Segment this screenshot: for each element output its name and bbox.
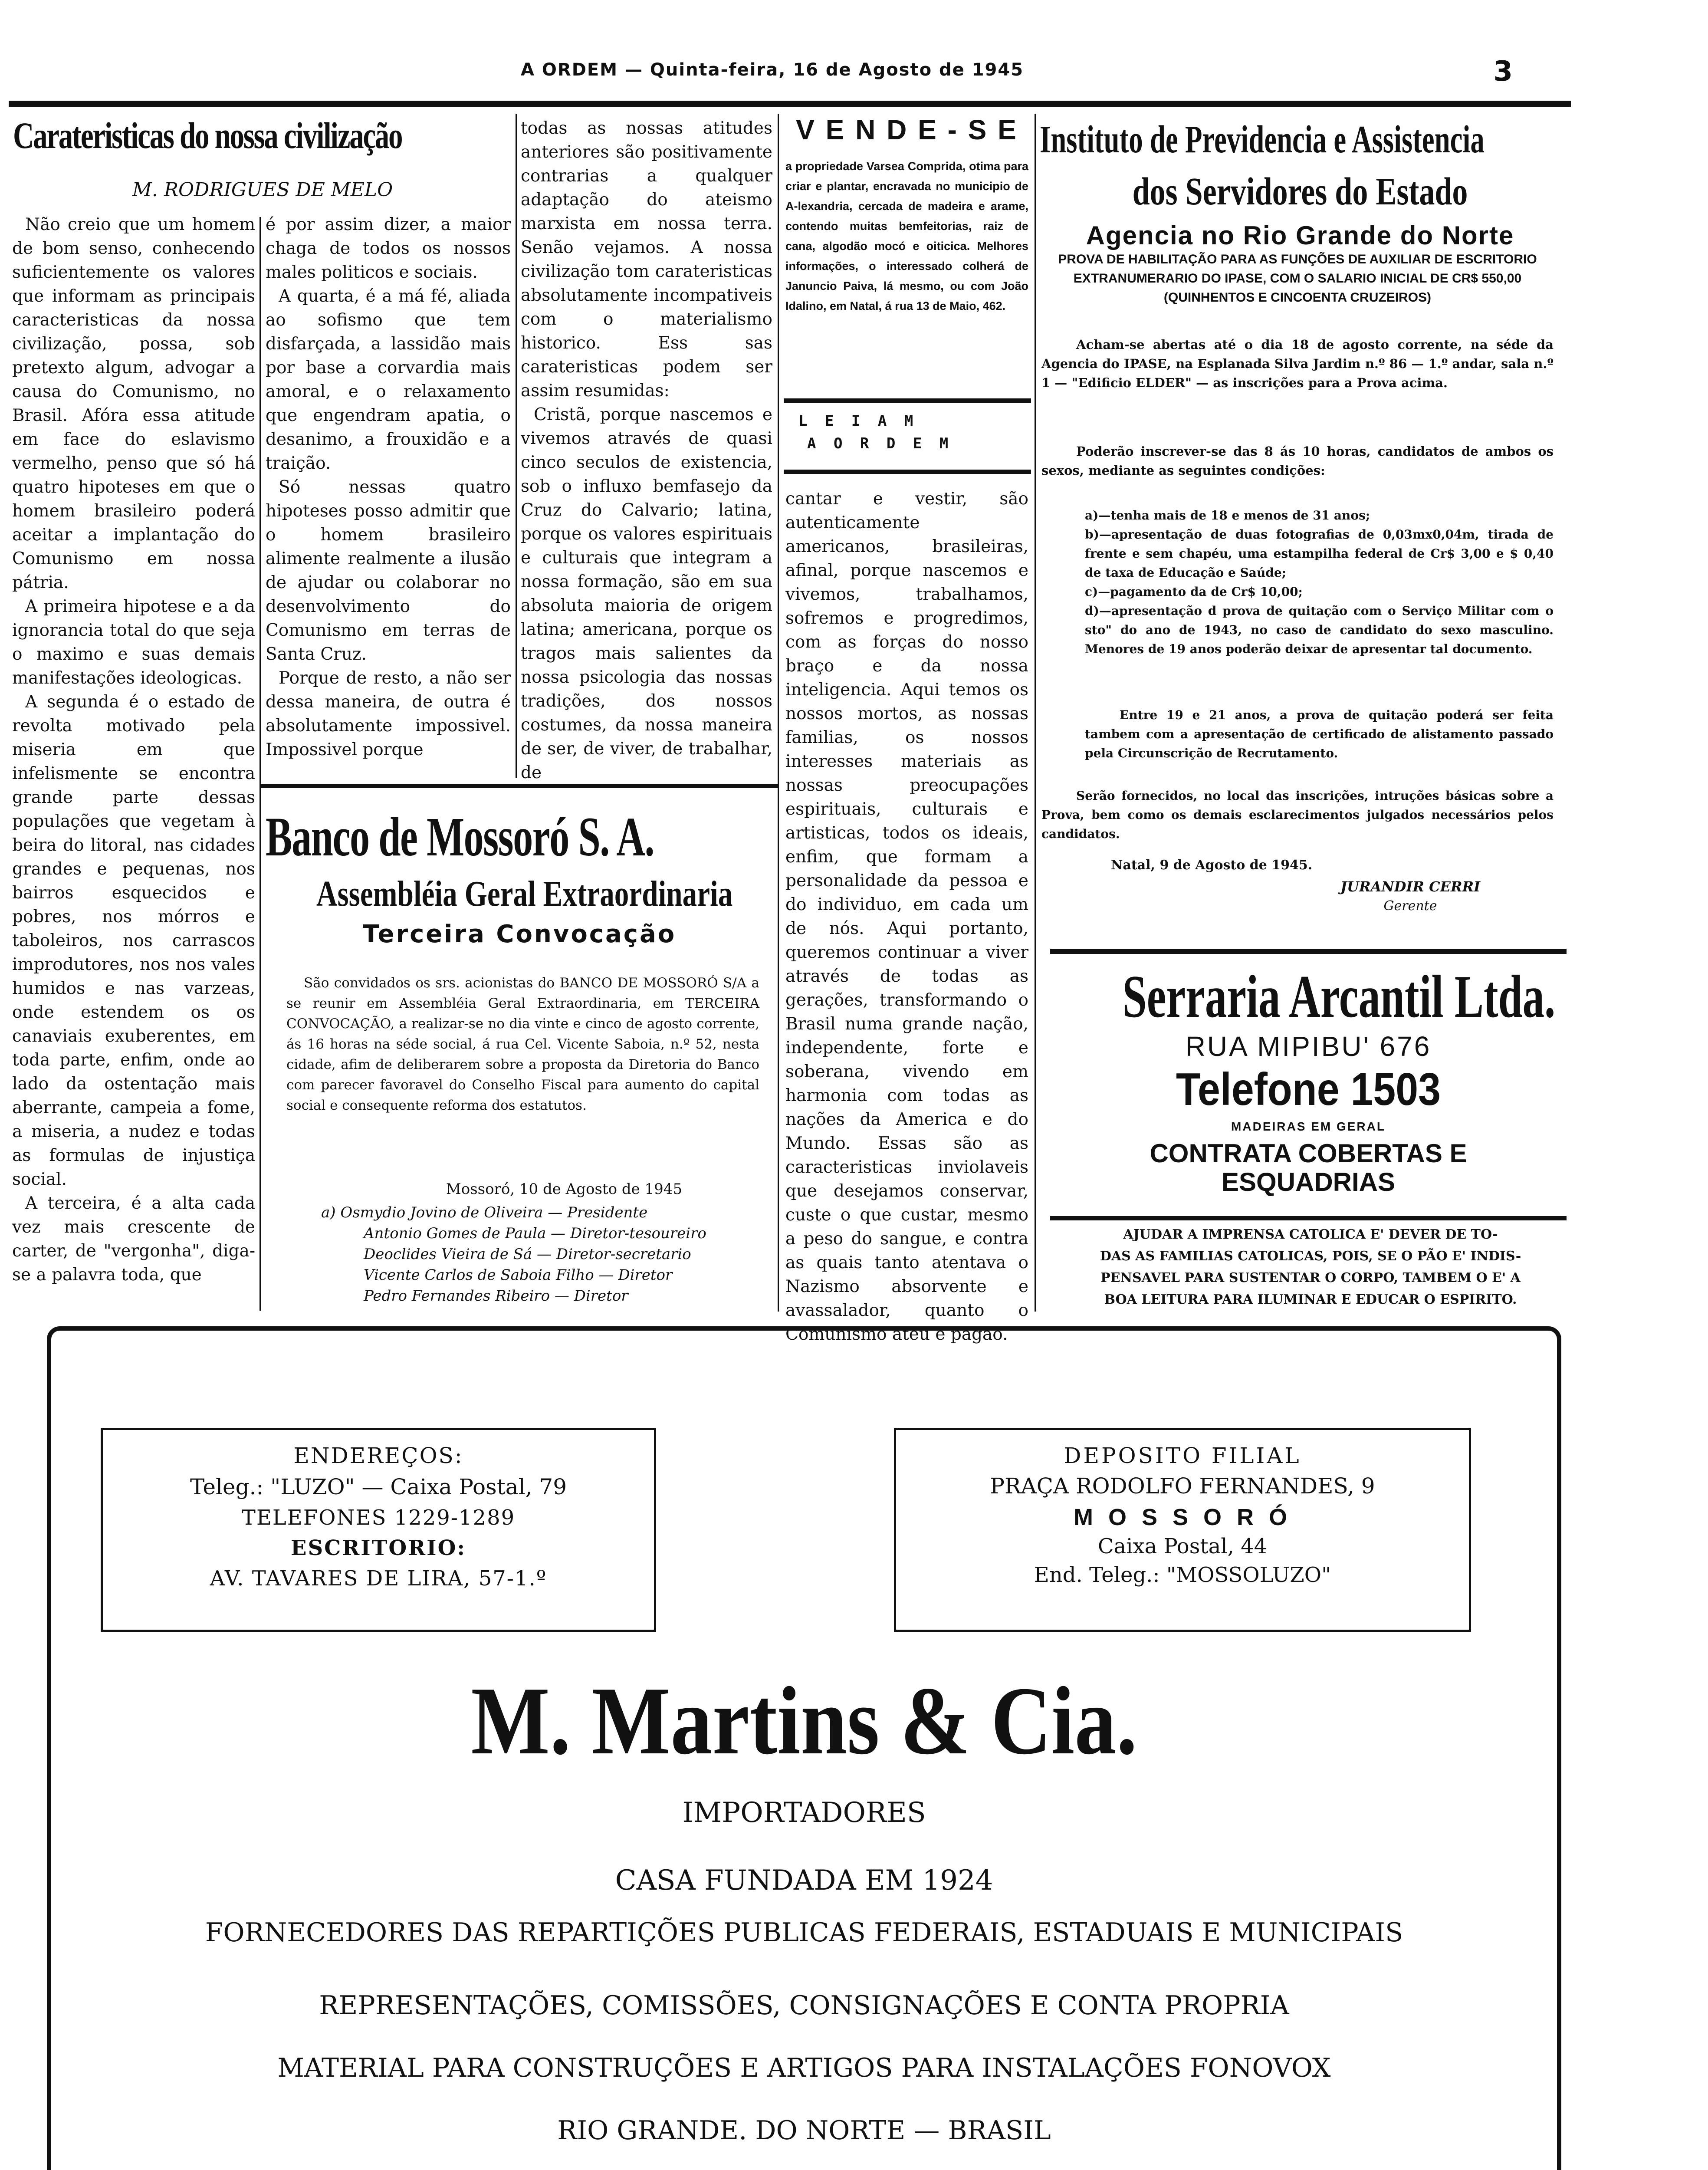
column-rule bbox=[259, 217, 261, 1311]
article-paragraph: A segunda é o estado de revolta motivado pela miseria em que infelismente se encontra grande parte dessas populações que vegetam à beira do litoral, nas cidades grandes e pequenas, nos bairros esquecidos e pobres, nos mórros e taboleiros, nos carrascos improdutores, nos nos vales humidos e nas varzeas, onde estendem os os canaviais exuberentes, em toda parte, enfim, onde ao lado da ostentação mais aberrante, campeia a fome, a miseria, a nudez e todas as formulas de injustiça social. bbox=[12, 692, 255, 1189]
condition-item: a)—tenha mais de 18 e menos de 31 anos; bbox=[1085, 508, 1370, 523]
article-col-3 bbox=[521, 116, 772, 785]
article-paragraph: todas as nossas atitudes anteriores são positivamente contrarias a qualquer adaptação do ateismo marxista em nossa terra. Senão vejamos. A nossa civilização tom carateristicas absolutamente incompativeis com o materialismo historico. Ess sas carateristicas podem ser assim resumidas: bbox=[521, 118, 772, 401]
ipase-p3: Entre 19 e 21 anos, a prova de quitação poderá ser feita tambem com a apresentação de certificado de alistamento passado pela Circunscrição de Recrutamento. bbox=[1085, 708, 1554, 760]
article-paragraph: Só nessas quatro hipoteses posso admitir que o homem brasileiro alimente realmente a ilusão de ajudar ou colaborar no desenvolvimento do Comunismo em terras de Santa Cruz. bbox=[266, 477, 511, 664]
deposito-praca: PRAÇA RODOLFO FERNANDES, 9 bbox=[990, 1473, 1375, 1499]
ipase-role: Gerente bbox=[1383, 898, 1437, 914]
deposito-title: DEPOSITO FILIAL bbox=[1064, 1443, 1301, 1468]
banco-body: São convidados os srs. acionistas do BANCO DE MOSSORÓ S/A a se reunir em Assembléia Geral Extraordinaria, em TERCEIRA CONVOCAÇÃO, a realizar-se no dia vinte e cinco de agosto corrente, ás 16 horas na séde social, á rua Cel. Vicente Saboia, n.º 52, nesta cidade, afim de deliberarem sobre a proposta da Diretoria do Banco com parecer favoravel do Conselho Fiscal para aumento do capital social e consequente reforma dos estatutos. bbox=[286, 975, 759, 1113]
ipase-conditions bbox=[1085, 506, 1554, 659]
serraria-contrata-2: ESQUADRIAS bbox=[1221, 1167, 1396, 1197]
enderecos-escritorio: ESCRITORIO: bbox=[290, 1536, 466, 1560]
deposito-box bbox=[894, 1428, 1471, 1632]
article-paragraph: Cristã, porque nascemos e vivemos através de quasi cinco seculos de existencia, sob o influxo bemfasejo da Cruz do Calvario; latina, porque os valores espirituais e culturais que integram a nossa formação, são em sua absoluta maioria de origem latina; americana, porque os tragos mais salientes da nossa psicologia das nossas tradições, dos nossos costumes, da nossa maneira de ser, de viver, de trabalhar, de bbox=[521, 405, 772, 783]
ipase-p1: Acham-se abertas até o dia 18 de agosto corrente, na séde da Agencia do IPASE, na Esplanada Silva Jardim n.º 86 — 1.º andar, sala n.º 1 — "Edificio ELDER" — as inscrições para a Prova acima. bbox=[1041, 337, 1554, 390]
article-title: Carateristicas do nossa civilização bbox=[13, 115, 402, 156]
ipase-p2: Poderão inscrever-se das 8 ás 10 horas, candidatos de ambos os sexos, mediante as seguintes condições: bbox=[1041, 444, 1554, 478]
condition-item: d)—apresentação d prova de quitação com o Serviço Militar com o sto" do ano de 1943, no caso de candidato do sexo masculino. Menores de 19 anos poderão deixar de apresentar tal documento. bbox=[1085, 604, 1554, 656]
rule bbox=[260, 784, 778, 788]
deposito-caixa: Caixa Postal, 44 bbox=[1097, 1534, 1268, 1558]
ipase-title-1: Instituto de Previdencia e Assistencia bbox=[1040, 118, 1485, 161]
page-number: 3 bbox=[1493, 56, 1513, 88]
ipase-p4: Serão fornecidos, no local das inscrições, intruções básicas sobre a Prova, bem como os demais esclarecimentos julgados necessários pelos candidatos. bbox=[1041, 789, 1554, 841]
enderecos-teleg: Teleg.: "LUZO" — Caixa Postal, 79 bbox=[190, 1474, 567, 1499]
leiam-line2: A O R D E M bbox=[807, 435, 953, 452]
dateline: A ORDEM — Quinta-feira, 16 de Agosto de 1945 bbox=[521, 60, 1024, 80]
article-paragraph: Não creio que um homem de bom senso, conhecendo suficientemente os valores que informam as principais caracteristicas da nossa civilização, possa, sob pretexto algum, advogar a causa do Comunismo, no Brasil. Afóra essa atitude em face do eslavismo vermelho, penso que só há quatro hipoteses em que o homem brasileiro poderá aceitar a implantação do Comunismo em nossa pátria. bbox=[12, 215, 255, 592]
article-paragraph: Porque de resto, a não ser dessa maneira, de outra é absolutamente impossivel. Impossivel porque bbox=[266, 668, 511, 760]
martins-line-3: MATERIAL PARA CONSTRUÇÕES E ARTIGOS PARA INSTALAÇÕES FONOVOX bbox=[277, 2053, 1331, 2083]
serraria-name: Serraria Arcantil Ltda. bbox=[1122, 963, 1556, 1030]
enderecos-telefones: TELEFONES 1229-1289 bbox=[241, 1506, 516, 1530]
ipase-subtitle: Agencia no Rio Grande do Norte bbox=[1086, 221, 1514, 250]
condition-item: b)—apresentação de duas fotografias de 0,03mx0,04m, tirada de frente e sem chapéu, uma estampilha federal de Cr$ 3,00 e $ 0,40 de taxa de Educação e Saúde; bbox=[1085, 527, 1554, 580]
article-paragraph: A primeira hipotese e a da ignorancia total do que seja o maximo e suas demais manifestações ideologicas. bbox=[12, 597, 255, 688]
rule bbox=[1050, 949, 1567, 954]
serraria-address: RUA MIPIBU' 676 bbox=[1185, 1031, 1432, 1062]
banco-date: Mossoró, 10 de Agosto de 1945 bbox=[446, 1180, 683, 1198]
catholic-line: DAS AS FAMILIAS CATOLICAS, POIS, SE O PÃO E' INDIS- bbox=[1100, 1249, 1521, 1264]
enderecos-title: ENDEREÇOS: bbox=[293, 1443, 463, 1468]
rule bbox=[1050, 1216, 1567, 1220]
header-rule bbox=[9, 101, 1571, 107]
article-paragraph: é por assim dizer, a maior chaga de todos os nossos males politicos e sociais. bbox=[266, 215, 511, 282]
signature-line: a) Osmydio Jovino de Oliveira — Presidente bbox=[321, 1204, 648, 1221]
column-rule bbox=[778, 114, 779, 1312]
article-paragraph: cantar e vestir, são autenticamente americanos, brasileiras, afinal, porque nascemos e vivemos, trabalhamos, sofremos e progredimos, com as forças do nosso braço e da nossa inteligencia. Aqui temos os nossos mortos, as nossas familias, os nossos interesses materiais as nossas preocupações espirituais, culturais e artisticas, todos os ideais, enfim, que formam a personalidade da pessoa e do individuo, em cada um de nós. Aqui portanto, queremos continuar a viver através de todas as gerações, transformando o Brasil numa grande nação, independente, forte e soberana, vivendo em harmonia com todas as nações da America e do Mundo. Essas são as caracteristicas inviolaveis que desejamos conservar, custe o que custar, mesmo a peso do sangue, e contra as quais tanto atentava o Nazismo absorvente e avassalador, quanto o Comunismo ateu e pagão. bbox=[785, 489, 1028, 1344]
page-header bbox=[0, 56, 1708, 90]
serraria-madeiras: MADEIRAS EM GERAL bbox=[1231, 1120, 1386, 1133]
vende-se-title: V E N D E - S E bbox=[796, 114, 1018, 145]
rule bbox=[784, 398, 1031, 403]
ipase-signer: JURANDIR CERRI bbox=[1340, 878, 1481, 895]
article-col-4 bbox=[785, 487, 1028, 1346]
enderecos-address: AV. TAVARES DE LIRA, 57-1.º bbox=[210, 1566, 547, 1591]
article-paragraph: A terceira, é a alta cada vez mais crescente de carter, de "vergonha", diga-se a palavra toda, que bbox=[12, 1194, 255, 1285]
deposito-teleg: End. Teleg.: "MOSSOLUZO" bbox=[1034, 1563, 1331, 1587]
column-rule bbox=[1035, 114, 1036, 1312]
martins-line-1: FORNECEDORES DAS REPARTIÇÕES PUBLICAS FEDERAIS, ESTADUAIS E MUNICIPAIS bbox=[205, 1917, 1403, 1948]
catholic-line: BOA LEITURA PARA ILUMINAR E EDUCAR O ESPIRITO. bbox=[1104, 1292, 1517, 1307]
martins-name: M. Martins & Cia. bbox=[471, 1667, 1137, 1775]
catholic-notice bbox=[1054, 1224, 1567, 1311]
article-paragraph: A quarta, é a má fé, aliada ao sofismo que tem disfarçada, a lassidão mais por base a corvardia mais amoral, e o relaxamento que engendram apatia, o desanimo, a frouxidão e a traição. bbox=[266, 286, 511, 473]
article-author: M. RODRIGUES DE MELO bbox=[132, 179, 393, 201]
condition-item: c)—pagamento da de Cr$ 10,00; bbox=[1085, 585, 1303, 599]
martins-fundada: CASA FUNDADA EM 1924 bbox=[615, 1864, 993, 1897]
martins-importadores: IMPORTADORES bbox=[682, 1797, 926, 1829]
banco-subtitle: Assembléia Geral Extraordinaria bbox=[316, 874, 733, 914]
banco-convocacao: Terceira Convocação bbox=[362, 920, 677, 948]
serraria-contrata-1: CONTRATA COBERTAS E bbox=[1150, 1139, 1467, 1168]
catholic-line: AJUDAR A IMPRENSA CATOLICA E' DEVER DE TO- bbox=[1123, 1227, 1498, 1242]
article-col-1 bbox=[12, 213, 255, 1287]
article-col-2 bbox=[266, 213, 511, 762]
deposito-city: M O S S O R Ó bbox=[1073, 1504, 1292, 1530]
enderecos-box bbox=[101, 1428, 656, 1632]
banco-title: Banco de Mossoró S. A. bbox=[266, 806, 654, 868]
column-rule bbox=[516, 114, 517, 778]
signature-line: Pedro Fernandes Ribeiro — Diretor bbox=[364, 1287, 628, 1305]
martins-line-4: RIO GRANDE. DO NORTE — BRASIL bbox=[557, 2115, 1051, 2146]
signature-line: Vicente Carlos de Saboia Filho — Diretor bbox=[364, 1266, 673, 1284]
signature-line: Antonio Gomes de Paula — Diretor-tesoureiro bbox=[364, 1225, 706, 1242]
martins-line-2: REPRESENTAÇÕES, COMISSÕES, CONSIGNAÇÕES E CONTA PROPRIA bbox=[319, 1990, 1289, 2021]
ipase-title-2: dos Servidores do Estado bbox=[1132, 170, 1468, 213]
banco-signatures bbox=[321, 1202, 777, 1306]
rule bbox=[784, 470, 1031, 474]
vende-se-text: a propriedade Varsea Comprida, otima para criar e plantar, encravada no municipio de A-lexandria, cercada de madeira e arame, contendo muitas bemfeitorias, raiz de cana, algodão mocó e oiticica. Melhores informações, o interessado colherá de Januncio Paiva, lá mesmo, ou com João Idalino, em Natal, á rua 13 de Maio, 462. bbox=[785, 160, 1028, 312]
ipase-date: Natal, 9 de Agosto de 1945. bbox=[1111, 858, 1313, 873]
catholic-line: PENSAVEL PARA SUSTENTAR O CORPO, TAMBEM O E' A bbox=[1100, 1270, 1521, 1286]
serraria-phone: Telefone 1503 bbox=[1176, 1064, 1441, 1115]
ipase-intro: PROVA DE HABILITAÇÃO PARA AS FUNÇÕES DE AUXILIAR DE ESCRITORIO EXTRANUMERARIO DO IPASE, COM O SALARIO INICIAL DE CR$ 550,00 (QUINHENTOS E CINCOENTA CRUZEIROS) bbox=[1058, 252, 1537, 305]
leiam-line1: L E I A M bbox=[798, 412, 918, 430]
signature-line: Deoclides Vieira de Sá — Diretor-secretario bbox=[364, 1246, 691, 1263]
